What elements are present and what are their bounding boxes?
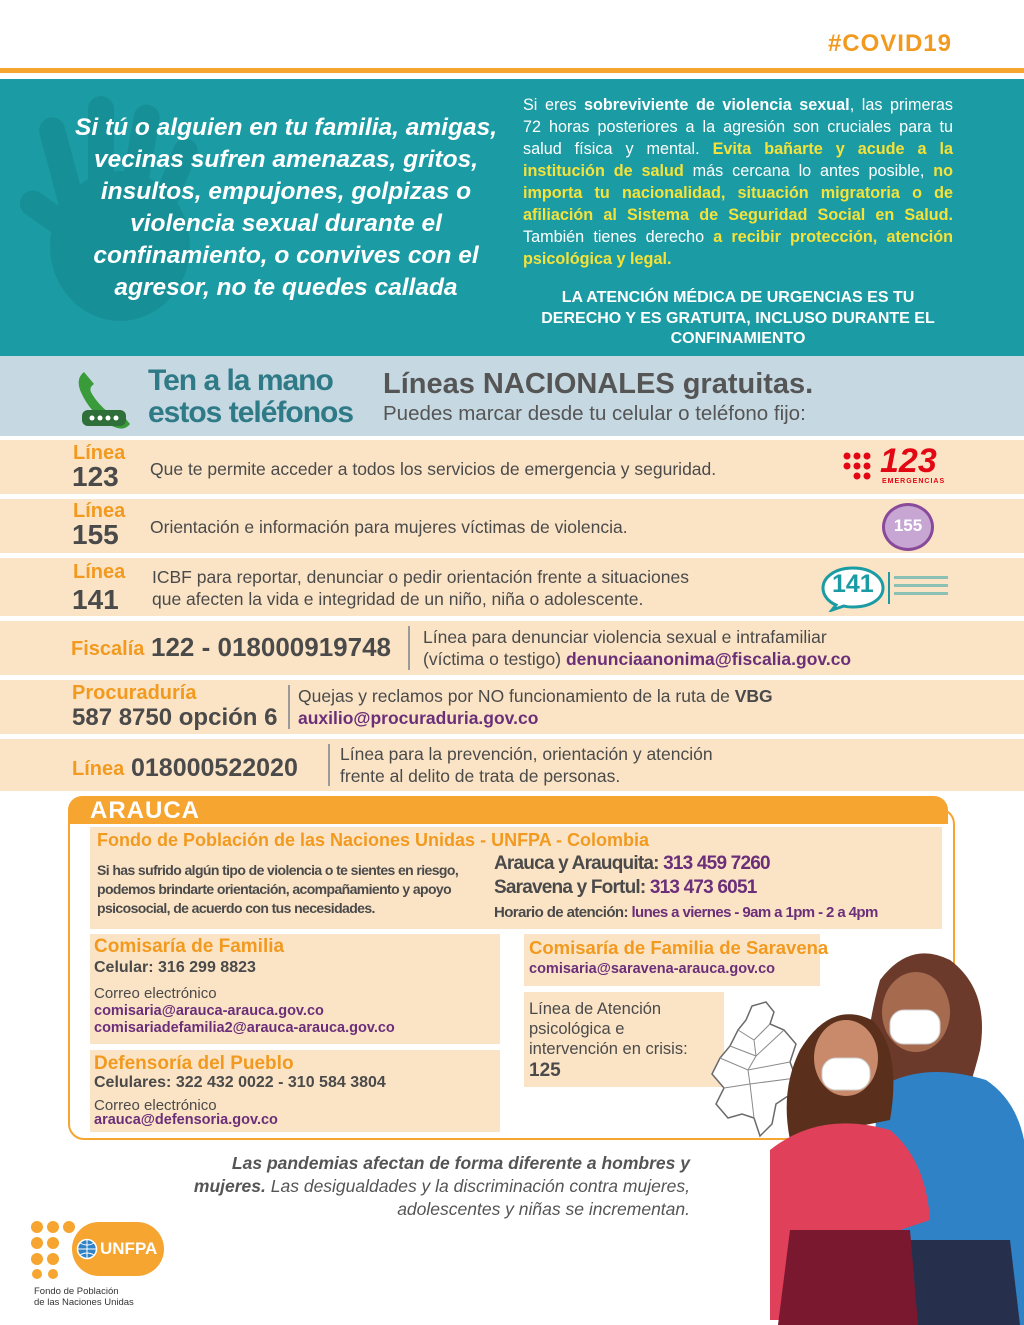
trata-number[interactable]: 018000522020 [131,754,298,782]
intro-text: , las primeras 72 horas posteriores a la agresión son cruciales para tu salud física y mental. [523,96,953,158]
line-label: Línea [73,442,126,464]
icbf-text-line [894,576,948,579]
line-number[interactable]: 123 [72,461,119,492]
line-label: Línea [73,500,126,522]
unfpa-title: Fondo de Población de las Naciones Unidas - UNFPA - Colombia [97,830,650,850]
line-number[interactable]: 141 [72,584,119,615]
intro-right-message [523,94,953,270]
fiscalia-number[interactable]: 122 - 018000919748 [151,632,392,662]
divider [328,744,330,786]
unfpa-line-1-number[interactable]: 313 459 7260 [663,853,770,874]
trata-text-1: Línea para la prevención, orientación y atención [340,744,713,764]
pandemic-quote-bold: Las pandemias afectan de forma diferente a hombres y mujeres. [193,1153,690,1196]
comisaria-email-2[interactable]: comisariadefamilia2@arauca-arauca.gov.co [94,1020,395,1036]
procuraduria-description [298,685,773,729]
line-number[interactable]: 155 [72,519,119,550]
icbf-divider [888,572,890,604]
comisaria-email-1[interactable]: comisaria@arauca-arauca.gov.co [94,1003,324,1019]
defensoria-email[interactable]: arauca@defensoria.gov.co [94,1112,278,1128]
header-divider [0,68,1024,73]
defensoria-title: Defensoría del Pueblo [94,1053,294,1074]
line-description-1: ICBF para reportar, denunciar o pedir orientación frente a situaciones [152,567,689,587]
intro-highlight: Evita bañarte y acude a la institución de salud [523,140,953,180]
intro-highlight: no importa tu nacionalidad, situación migratoria o de afiliación al Sistema de Seguridad Social en Salud. [523,162,953,224]
unfpa-line-2-number[interactable]: 313 473 6051 [649,877,757,898]
intro-text: Si eres [523,96,585,114]
phones-heading-line2: estos teléfonos [148,396,354,429]
fiscalia-text-2: (víctima o testigo) [423,649,566,669]
arauca-tab [68,796,948,824]
line-description: Que te permite acceder a todos los servicios de emergencia y seguridad. [150,459,717,479]
divider [408,626,410,670]
defensoria-email-label: Correo electrónico [94,1097,217,1114]
icbf-text-line [894,592,948,595]
unfpa-logo [72,1222,164,1276]
intro-left-message: Si tú o alguien en tu familia, amigas, vecinas sufren amenazas, gritos, insultos, empujones, golpizas o violencia sexual durante el confinamiento, o convives con el agresor, no te quedes callada [74,114,498,301]
women-illustration [730,940,1024,1325]
intro-highlight: a recibir protección, atención psicológica y legal. [523,228,953,268]
line-155-logo-text: 155 [893,516,923,535]
dots-icon [842,450,878,480]
unfpa-line-2 [494,877,757,899]
unfpa-line-1 [494,853,770,875]
saravena-title: Comisaría de Familia de Saravena [529,937,829,958]
unfpa-logo-caption [34,1286,134,1308]
un-globe-icon [76,1238,98,1260]
comisaria-title: Comisaría de Familia [94,936,285,957]
line-155-logo [882,503,934,551]
trata-description [340,743,713,787]
unfpa-dots-icon [30,1220,76,1280]
national-lines-title: Líneas NACIONALES gratuitas. [383,368,814,400]
saravena-email[interactable]: comisaria@saravena-arauca.gov.co [529,961,775,977]
emergency-123-sub: EMERGENCIAS [882,478,946,485]
unfpa-line-2-label: Saravena y Fortul: [494,877,650,898]
unfpa-hours-value: lunes a viernes - 9am a 1pm - 2 a 4pm [631,904,878,921]
comisaria-email-label: Correo electrónico [94,985,217,1002]
procuraduria-number[interactable]: 587 8750 opción 6 [72,704,278,731]
urgent-notice: LA ATENCIÓN MÉDICA DE URGENCIAS ES TU DERECHO Y ES GRATUITA, INCLUSO DURANTE EL CONFINAMIENTO [541,289,935,347]
emergency-123-logo [842,442,952,486]
line-description-2: que afecten la vida e integridad de un niño, niña o adolescente. [152,589,644,609]
line-label: Línea [73,561,126,583]
arauca-title: ARAUCA [90,797,200,824]
intro-text: También tienes derecho [523,228,714,246]
procuraduria-text-1: Quejas y reclamos por NO funcionamiento de la ruta de [298,686,735,706]
national-lines-subtitle: Puedes marcar desde tu celular o teléfono fijo: [383,402,806,425]
icbf-141-text: 141 [832,570,874,598]
unfpa-hours [494,904,878,921]
defensoria-cellphones[interactable]: Celulares: 322 432 0022 - 310 584 3804 [94,1074,386,1091]
unfpa-logo-text: UNFPA [100,1239,158,1258]
unfpa-hours-label: Horario de atención: [494,904,632,921]
intro-text: más cercana lo antes posible, [683,162,934,180]
psico-description: Línea de Atención psicológica e intervención en crisis: [529,1000,688,1058]
trata-text-2: frente al delito de trata de personas. [340,766,621,786]
fiscalia-description [423,626,851,670]
procuraduria-email-link[interactable]: auxilio@procuraduria.gov.co [298,708,539,728]
unfpa-logo-caption-2: de las Naciones Unidas [34,1297,134,1308]
unfpa-description: Si has sufrido algún tipo de violencia o te sientes en riesgo, podemos brindarte orientación, acompañamiento y apoyo psicosocial, de acuerdo con tus necesidades. [97,862,459,916]
phone-icon [70,362,142,434]
comisaria-cellphone[interactable]: Celular: 316 299 8823 [94,959,256,976]
unfpa-logo-caption-1: Fondo de Población [34,1286,119,1297]
pandemic-quote [180,1152,690,1221]
icbf-text-line [894,584,948,587]
emergency-123-text: 123 [880,442,937,480]
fiscalia-text-1: Línea para denunciar violencia sexual e intrafamiliar [423,627,827,647]
phones-heading [148,365,353,429]
pandemic-quote-rest: Las desigualdades y la discriminación contra mujeres, adolescentes y niñas se incrementan. [265,1176,690,1219]
divider [288,685,290,729]
phones-heading-line1: Ten a la mano [148,364,333,397]
procuraduria-label: Procuraduría [72,682,197,704]
procuraduria-vbg: VBG [734,686,773,706]
unfpa-line-1-label: Arauca y Arauquita: [494,853,664,874]
trata-label: Línea [72,758,125,780]
line-description [152,566,689,610]
fiscalia-email-link[interactable]: denunciaanonima@fiscalia.gov.co [565,649,852,669]
fiscalia-label: Fiscalía [71,638,145,660]
intro-bold: sobreviviente de violencia sexual [584,96,850,114]
psico-number[interactable]: 125 [529,1060,561,1081]
icbf-141-logo [820,564,950,612]
covid-hashtag: #COVID19 [827,30,952,57]
line-description: Orientación e información para mujeres víctimas de violencia. [150,517,628,537]
